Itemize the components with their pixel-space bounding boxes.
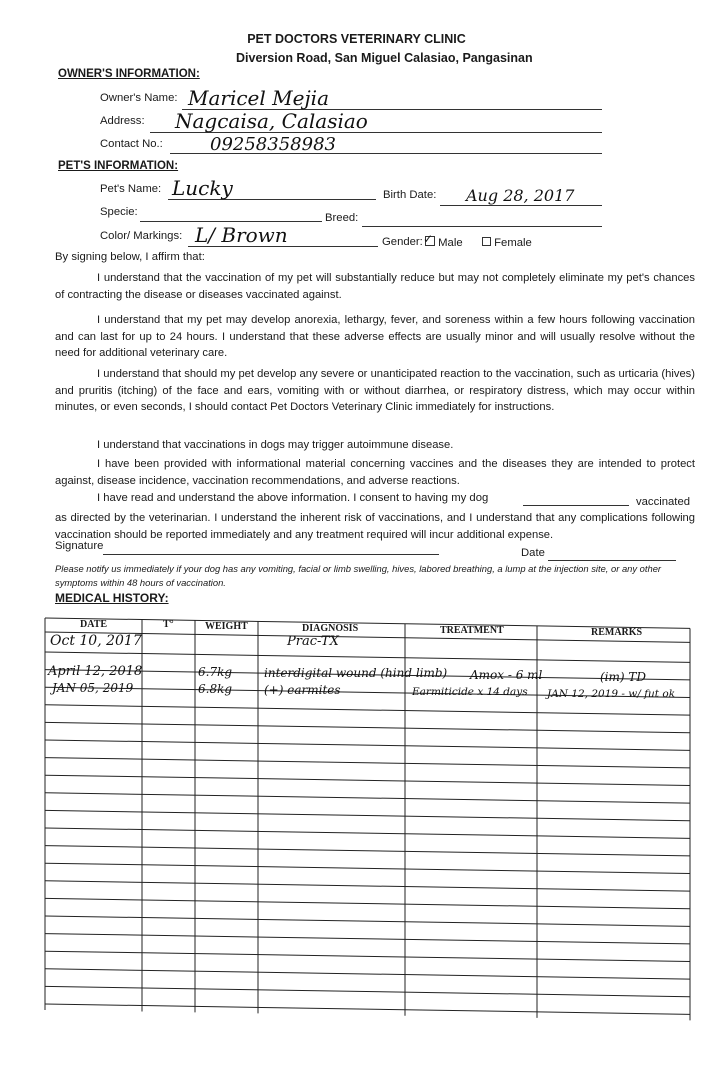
header-treatment: TREATMENT (440, 625, 504, 636)
gender-label: Gender: (382, 236, 423, 248)
consent-paragraph-1: I understand that the vaccination of my pet will substantially reduce but may not completely eliminate my pet's chances of contracting the disease or diseases vaccinated against. (55, 272, 695, 301)
row-3-treatment: Earmiticide x 14 days (412, 686, 528, 698)
row-2-treatment: Amox - 6 ml (470, 668, 543, 682)
header-temp: T° (163, 619, 174, 630)
clinic-address: Diversion Road, San Miguel Calasiao, Pangasinan (236, 51, 533, 65)
color-value: L/ Brown (195, 223, 288, 247)
header-diagnosis: DIAGNOSIS (302, 623, 359, 634)
consent-dog-line-text: I have read and understand the above information. I consent to having my dog (97, 492, 489, 504)
contact-label: Contact No.: (100, 138, 163, 150)
row-1-date: Oct 10, 2017 (50, 633, 142, 649)
consent-paragraph-6: as directed by the veterinarian. I understand the inherent risk of vaccinations, and I understand that any complications following vaccination should be reported immediately and any treatment required will incur additional expense. (55, 512, 695, 541)
signature-label: Signature (55, 540, 104, 552)
row-2-date: April 12, 2018 (48, 664, 143, 679)
row-3-weight: 6.8kg (198, 682, 233, 696)
address-label: Address: (100, 115, 145, 127)
row-1-diagnosis: Prac-TX (287, 634, 339, 649)
specie-label: Specie: (100, 206, 138, 218)
notice-text: Please notify us immediately if your dog has any vomiting, facial or limb swelling, hives, labored breathing, a lump at the injection site, or any other symptoms within 48 hours of vaccination. (55, 563, 662, 588)
consent-paragraph-4: I understand that vaccinations in dogs may trigger autoimmune disease. (97, 439, 454, 451)
row-2-weight: 6.7kg (198, 665, 233, 679)
owner-section-title: OWNER'S INFORMATION: (58, 68, 200, 80)
pet-name-label: Pet's Name: (100, 183, 162, 195)
birth-date-label: Birth Date: (383, 189, 437, 201)
color-label: Color/ Markings: (100, 230, 183, 242)
owner-name-value: Maricel Mejia (188, 86, 329, 110)
owner-name-label: Owner's Name: (100, 92, 178, 104)
consent-paragraph-2: I understand that my pet may develop anorexia, lethargy, fever, and soreness within a few hours following vaccination and can last for up to 24 hours. I understand that these adverse effects are usually minor and will usually resolve without the need for additional veterinary care. (55, 314, 695, 359)
female-label: Female (494, 237, 532, 249)
vaccinated-text: vaccinated (636, 496, 691, 508)
row-3-remarks: JAN 12, 2019 - w/ fut ok (547, 688, 676, 700)
male-label: Male (438, 237, 463, 249)
row-2-remarks: (im) TD (600, 670, 647, 684)
address-value: Nagcaisa, Calasiao (175, 109, 368, 133)
header-remarks: REMARKS (591, 627, 643, 638)
breed-label: Breed: (325, 212, 359, 224)
pet-name-value: Lucky (172, 176, 233, 200)
header-date: DATE (80, 619, 108, 630)
birth-date-value: Aug 28, 2017 (466, 186, 575, 205)
consent-paragraph-5: I have been provided with informational material concerning vaccines and the diseases they are intended to protect against, disease incidence, vaccination recommendations, and adverse reactions. (55, 458, 695, 487)
consent-paragraph-3: I understand that should my pet develop any severe or unanticipated reaction to the vaccination, such as urticaria (hives) and pruritis (itching) of the face and ears, vomiting with or without diarrhea, or respiratory distress, which may occur within minutes, or even seconds, I should contact Pet Doctors Veterinary Clinic immediately for instructions. (55, 368, 695, 413)
consent-intro: By signing below, I affirm that: (55, 251, 205, 263)
male-check-mark-icon: ✓ (423, 232, 434, 246)
pet-section-title: PET'S INFORMATION: (58, 160, 179, 172)
header-weight: WEIGHT (205, 621, 248, 632)
date-label: Date (521, 547, 545, 559)
row-2-diagnosis: interdigital wound (hind limb) (264, 666, 448, 680)
row-3-diagnosis: (+) earmites (264, 683, 341, 697)
clinic-name: PET DOCTORS VETERINARY CLINIC (247, 32, 466, 46)
contact-value: 09258358983 (210, 134, 336, 155)
row-3-date: JAN 05, 2019 (52, 681, 134, 695)
medical-section-title: MEDICAL HISTORY: (55, 591, 169, 605)
